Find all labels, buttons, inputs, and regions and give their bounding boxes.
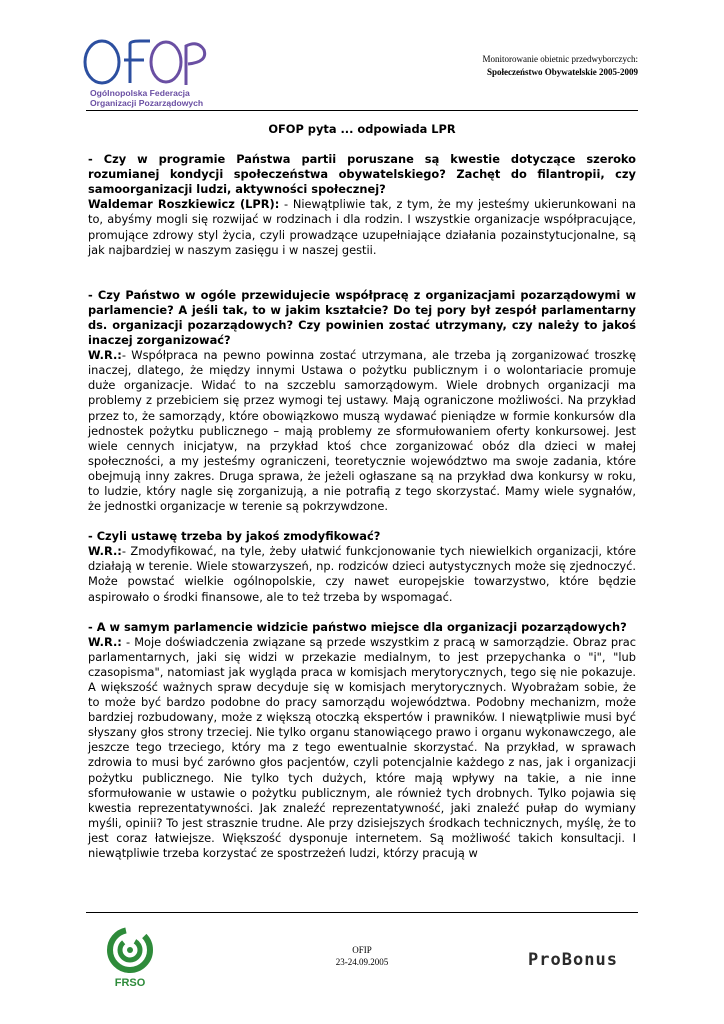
header-divider [86, 110, 638, 111]
answer-3-speaker: W.R.: [88, 544, 122, 559]
answer-4-speaker: W.R.: [88, 634, 122, 649]
document-body [88, 122, 636, 861]
header-right [483, 53, 638, 79]
frso-logo-mark [98, 924, 162, 990]
spacer [88, 605, 636, 620]
spacer [88, 258, 636, 288]
answer-4-text: - Moje doświadczenia związane są przede wszystkim z pracą w samorządzie. Obraz prac parlamentarnych, jaki się widzi w przekazie medialnym, to jest przepychanka o "i", "lub czasopisma", natomiast jak wygląda praca w komisjach merytorycznych, tego się nie pokazuje. A większość ważnych spraw decyduje się w komisjach merytorycznych. Wyobrażam sobie, że to może być bardzo podobne do pracy samorządu województwa. Podobny mechanizm, może bardziej rozbudowany, może z większą otoczką ekspertów i prawników. I niewątpliwie musi być słyszany głos strony trzeciej. Nie tylko organu stanowiącego prawo i organu wykonawczego, ale jeszcze tego trzeciego, który ma z tego ewentualnie skorzystać. Na przykład, w sprawach zdrowia to musi być zarówno głos pacjentów, czyli potencjalnie każdego z nas, jak i organizacji pożytku publicznego. Nie tylko tych dużych, które mają wpływy na takie, a nie inne sformułowanie w ustawie o pożytku publicznym, ale również tych drobnych. Tylko pojawia się kwestia reprezentatywności. Jak znaleźć reprezentatywność, jaki znaleźć pułap do wymiany myśli, opinii? To jest strasznie trudne. Ale przy dzisiejszych środkach technicznych, myślę, że to jest coraz łatwiejsze. Większość dysponuje internetem. Są możliwość takich konsultacji. I niewątpliwie trzeba korzystać ze spostrzeżeń ludzi, którzy pracują w [88, 634, 636, 861]
footer-center [300, 944, 424, 968]
answer-2 [88, 348, 636, 514]
frso-logo [98, 924, 162, 990]
answer-1-text: - Niewątpliwie tak, z tym, że my jesteśmy ukierunkowani na to, abyśmy mogli się rozwijać w rodzinach i dla rodzin. I wszystkie organizacje współpracujące, promujące zdrowy styl życia, czyli prowadzące uzupełniające działania pozainstytucjonalne, są jak najbardziej w naszym zasięgu i w naszej gestii. [88, 197, 636, 257]
spacer [88, 514, 636, 529]
ofop-logo-mark [80, 38, 210, 88]
question-4: - A w samym parlamencie widzicie państwo miejsce dla organizacji pozarządowych? [88, 619, 627, 634]
header-project-title: Społeczeństwo Obywatelskie 2005-2009 [487, 67, 638, 77]
answer-3-text: - Zmodyfikować, na tyle, żeby ułatwić funkcjonowanie tych niewielkich organizacji, które działają w terenie. Wiele stowarzyszeń, np. rodziców dzieci autystycznych może się zjednoczyć. Może powstać wielkie ogólnopolskie, czy nawet europejskie towarzystwo, które będzie aspirowało o środki finansowe, ale to też trzeba by wspomagać. [88, 544, 636, 604]
answer-4 [88, 635, 636, 861]
header-project-line: Monitorowanie obietnic przedwyborczych: [482, 54, 638, 64]
ofop-logo-subtitle [90, 88, 203, 108]
question-3: - Czyli ustawę trzeba by jakoś zmodyfikować? [88, 529, 381, 544]
answer-2-text: - Współpraca na pewno powinna zostać utrzymana, ale trzeba ją zorganizować troszkę inaczej, dlatego, że między innymi Ustawa o pożytku publicznym i o wolontariacie promuje duże organizacje. Widać to na szczeblu samorządowym. Wiele drobnych organizacji ma problemy z przebiciem się przez wymogi tej ustawy. Mają ograniczone możliwości. Na przykład przez to, że samorządy, które obowiązkowo muszą wydawać pieniądze w formie konkursów dla jednostek pożytku publicznego – mają problemy ze sformułowaniem oferty konkursowej. Jest wiele cennych inicjatyw, na przykład ktoś chce zorganizować obóz dla dzieci w małej społeczności, a my jesteśmy ograniczeni, teoretycznie województwo ma swoje zadania, które obejmują inny zakres. Druga sprawa, że jeżeli ogłaszane są na przykład dwa konkursy w roku, to ludzie, który nagle się zorganizują, a nie potrafią z tego skorzystać. Mamy wiele sygnałów, że jednostki organizacje w terenie są pokrzywdzone. [88, 348, 636, 514]
footer-date: 23-24.09.2005 [335, 957, 389, 967]
probonus-logo: ProBonus [528, 950, 618, 970]
answer-3 [88, 544, 636, 604]
question-2: - Czy Państwo w ogóle przewidujecie współpracę z organizacjami pozarządowymi w parlamencie? A jeśli tak, to w jakim kształcie? Do tej pory był zespół parlamentarny ds. organizacji pozarządowych? Czy powinien zostać utrzymany, czy należy to jakoś inaczej zorganizować? [88, 287, 636, 348]
frso-label: FRSO [114, 977, 146, 989]
document-title: OFOP pyta ... odpowiada LPR [268, 122, 456, 136]
logo-line1: Ogólnopolska Federacja [90, 88, 190, 98]
answer-1 [88, 197, 636, 257]
answer-1-speaker: Waldemar Roszkiewicz (LPR): [88, 197, 280, 212]
footer-divider [86, 912, 638, 913]
question-1: - Czy w programie Państwa partii poruszane są kwestie dotyczące szeroko rozumianej kondycji społeczeństwa obywatelskiego? Zachęt do filantropii, czy samoorganizacji ludzi, aktywności społecznej? [88, 152, 636, 197]
ofop-logo [80, 38, 210, 114]
logo-line2: Organizacji Pozarządowych [90, 98, 204, 108]
footer-org: OFIP [352, 945, 372, 955]
answer-2-speaker: W.R.: [88, 348, 122, 363]
